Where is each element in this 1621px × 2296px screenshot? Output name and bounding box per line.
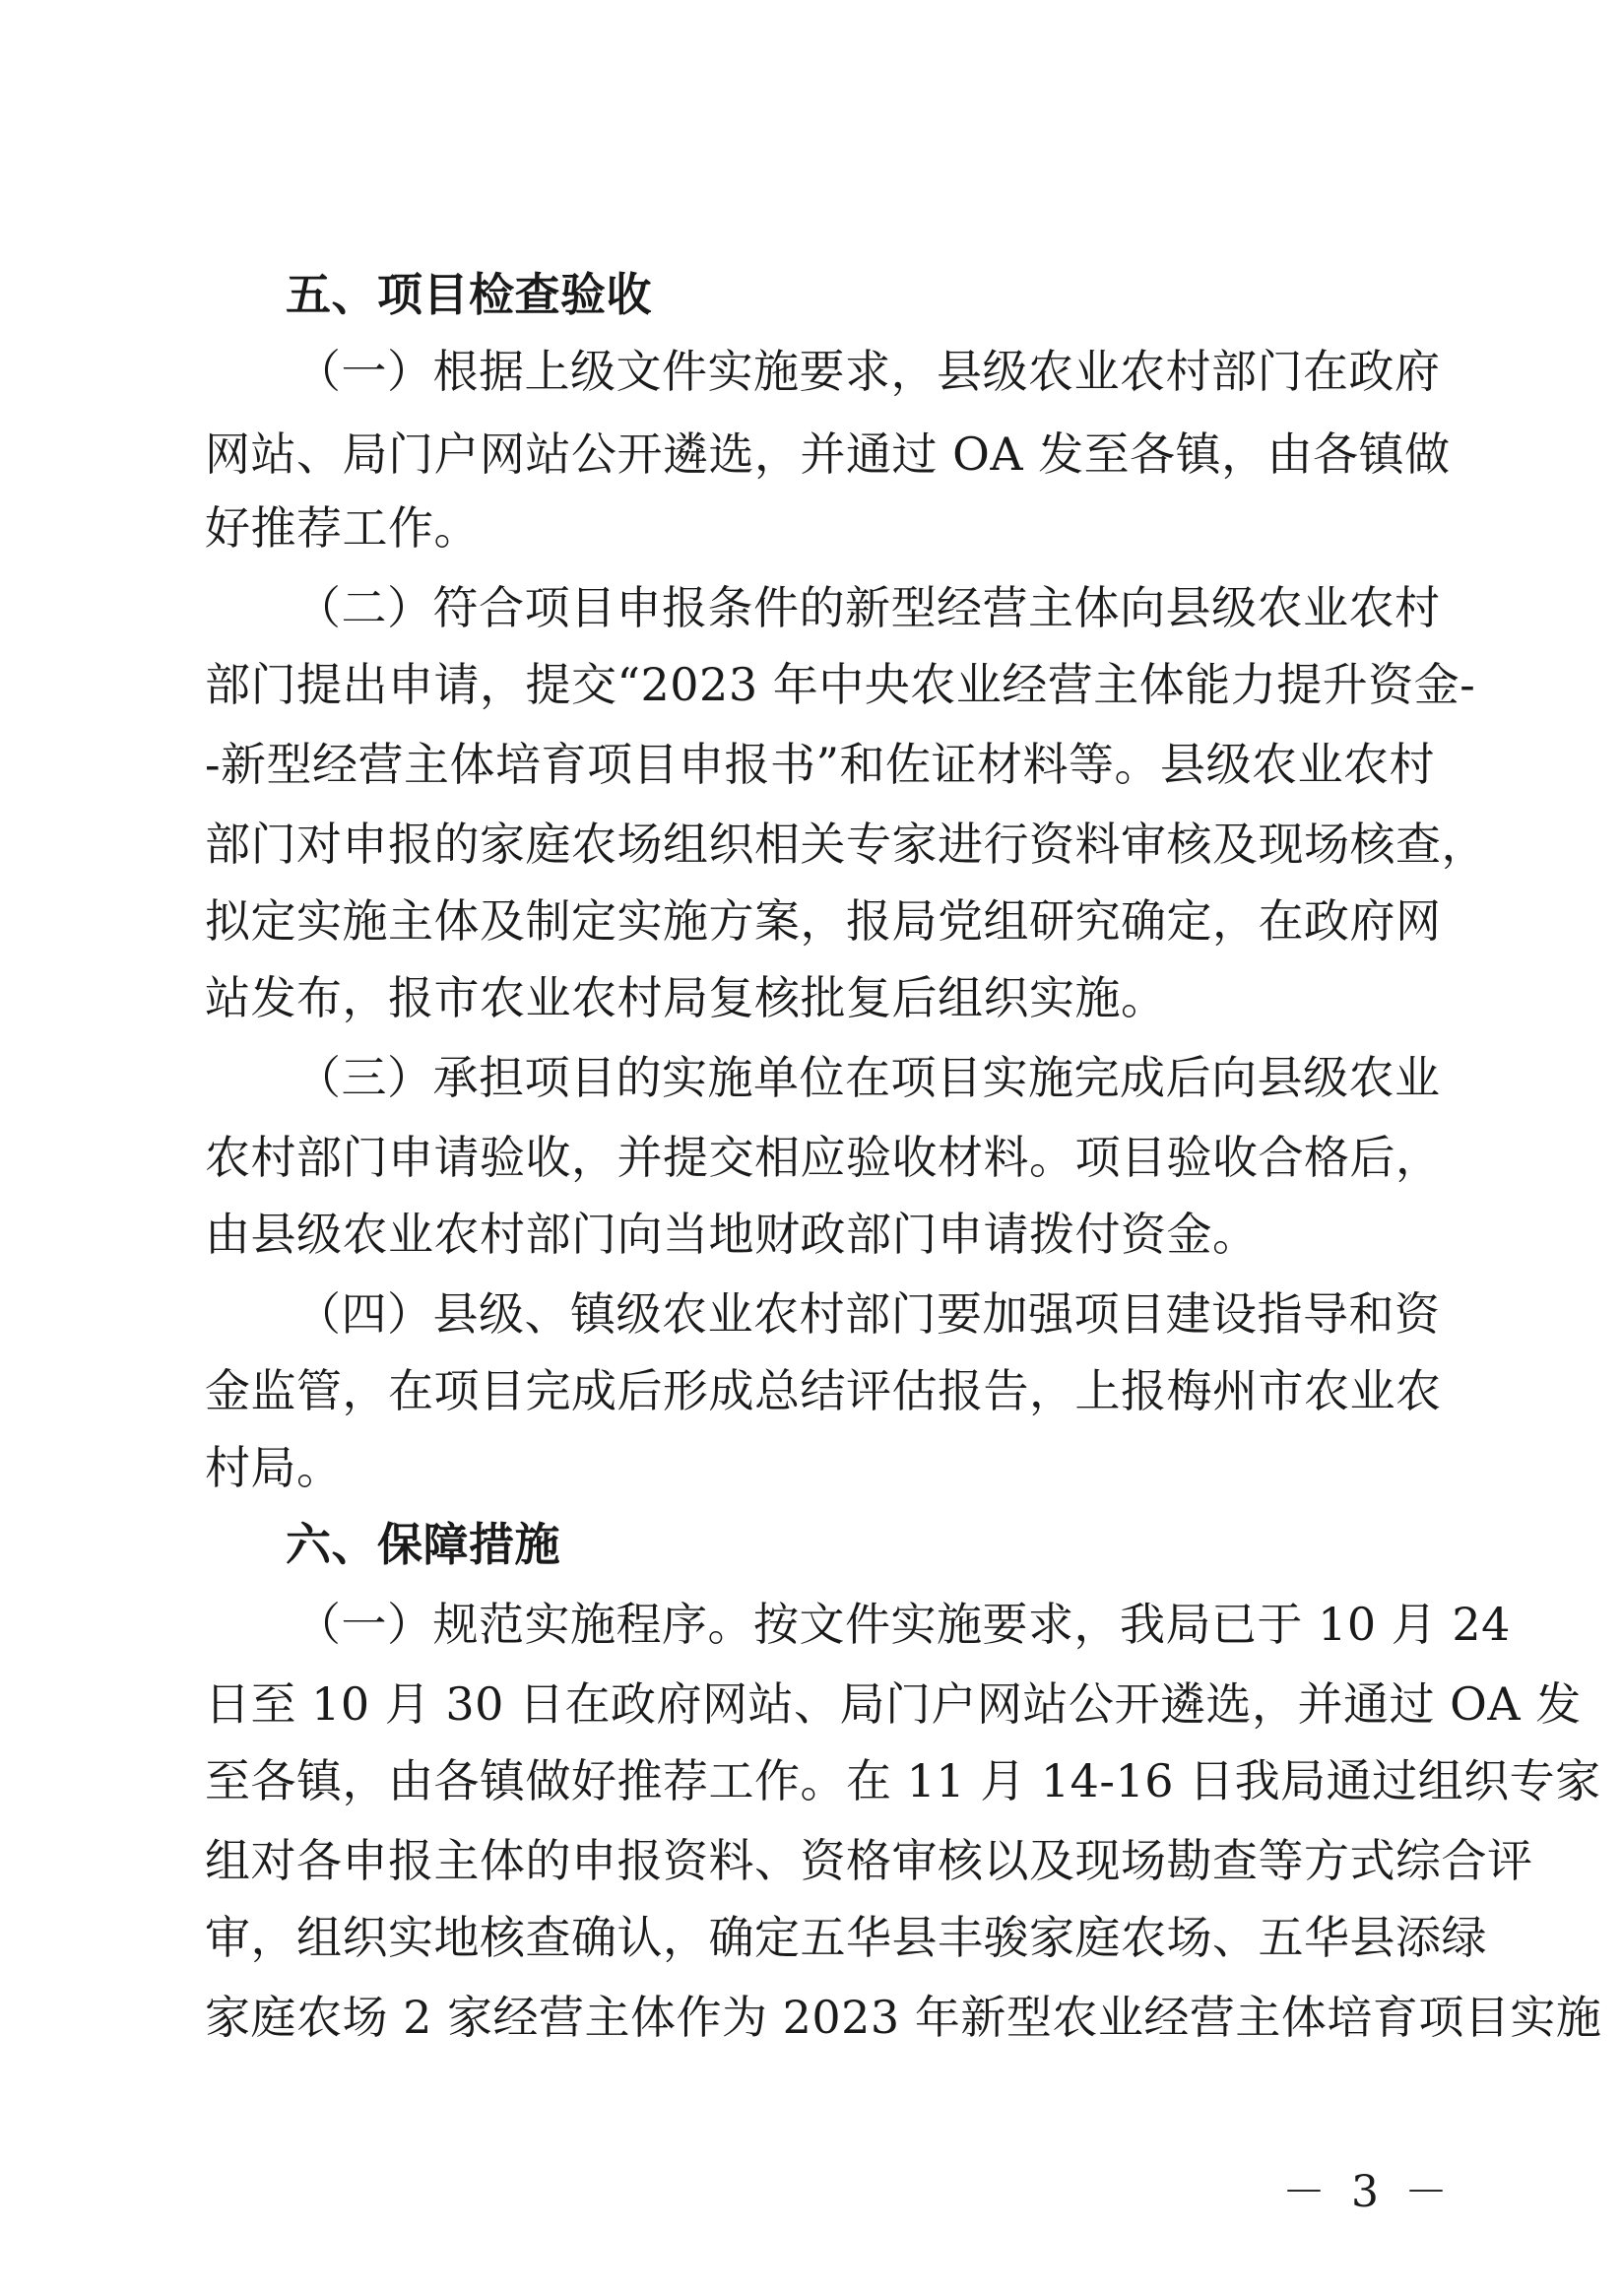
s5-p1-line-3: 好推荐工作。 bbox=[205, 501, 480, 555]
s5-p2-line-6: 站发布，报市农业农村局复核批复后组织实施。 bbox=[205, 971, 1167, 1024]
s5-p2-line-2: 部门提出申请，提交“2023 年中央农业经营主体能力提升资金- bbox=[205, 658, 1476, 711]
section-6-heading: 六、保障措施 bbox=[286, 1518, 560, 1571]
s5-p2-line-4: 部门对申报的家庭农场组织相关专家进行资料审核及现场核查， bbox=[205, 818, 1487, 871]
s5-p3-line-1: （三）承担项目的实施单位在项目实施完成后向县级农业 bbox=[295, 1051, 1441, 1104]
s6-p1-line-2: 日至 10 月 30 日在政府网站、局门户网站公开遴选，并通过 OA 发 bbox=[205, 1677, 1582, 1731]
s6-p1-line-1: （一）规范实施程序。按文件实施要求，我局已于 10 月 24 bbox=[295, 1598, 1511, 1651]
s5-p4-line-2: 金监管，在项目完成后形成总结评估报告，上报梅州市农业农 bbox=[205, 1364, 1442, 1417]
s6-p1-line-6: 家庭农场 2 家经营主体作为 2023 年新型农业经营主体培育项目实施 bbox=[205, 1991, 1602, 2044]
s5-p2-line-3: -新型经营主体培育项目申报书”和佐证材料等。县级农业农村 bbox=[205, 738, 1436, 791]
s6-p1-line-3: 至各镇，由各镇做好推荐工作。在 11 月 14-16 日我局通过组织专家 bbox=[205, 1754, 1601, 1807]
section-5-heading: 五、项目检查验收 bbox=[286, 268, 652, 321]
s5-p3-line-3: 由县级农业农村部门向当地财政部门申请拨付资金。 bbox=[205, 1208, 1259, 1261]
s5-p3-line-2: 农村部门申请验收，并提交相应验收材料。项目验收合格后， bbox=[205, 1131, 1442, 1184]
s6-p1-line-4: 组对各申报主体的申报资料、资格审核以及现场勘查等方式综合评 bbox=[205, 1834, 1533, 1887]
s5-p1-line-2: 网站、局门户网站公开遴选，并通过 OA 发至各镇，由各镇做 bbox=[205, 427, 1451, 481]
s6-p1-line-5: 审，组织实地核查确认，确定五华县丰骏家庭农场、五华县添绿 bbox=[205, 1911, 1487, 1964]
page-number: － 3 － bbox=[1282, 2167, 1454, 2217]
s5-p4-line-1: （四）县级、镇级农业农村部门要加强项目建设指导和资 bbox=[295, 1287, 1441, 1341]
s5-p1-line-1: （一）根据上级文件实施要求，县级农业农村部门在政府 bbox=[295, 345, 1441, 398]
s5-p2-line-5: 拟定实施主体及制定实施方案，报局党组研究确定，在政府网 bbox=[205, 894, 1442, 948]
s5-p2-line-1: （二）符合项目申报条件的新型经营主体向县级农业农村 bbox=[295, 581, 1441, 634]
s5-p4-line-3: 村局。 bbox=[205, 1441, 343, 1494]
